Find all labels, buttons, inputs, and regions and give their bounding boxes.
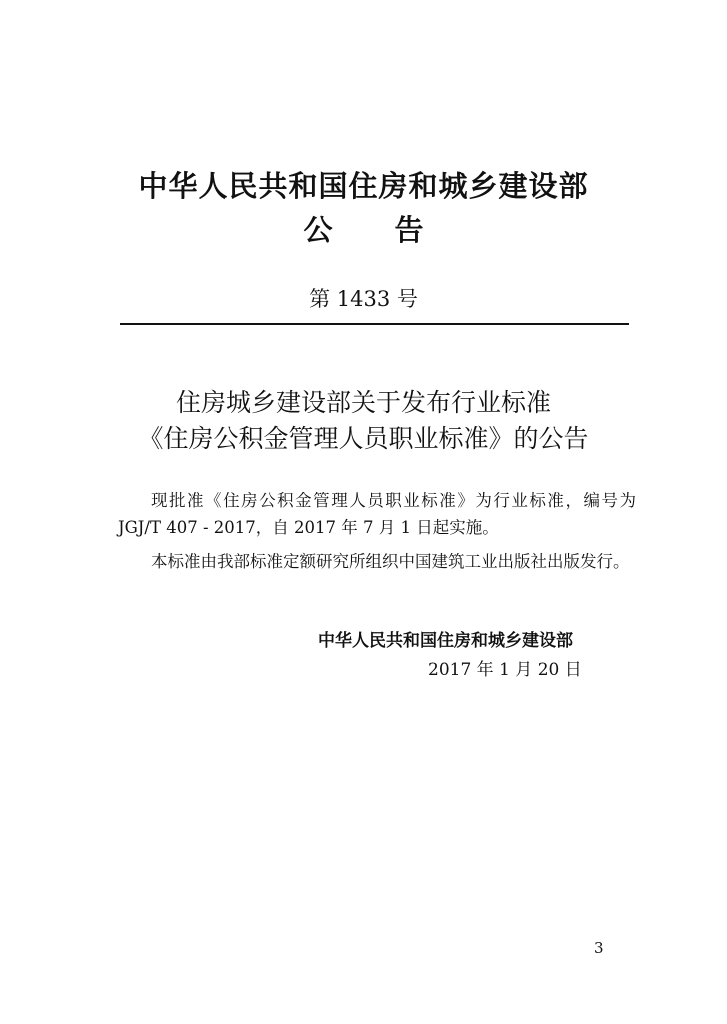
body-paragraph-1-text: 现批准《住房公积金管理人员职业标准》为行业标准，编号为 JGJ/T 407 - 2017，自 2017 年 7 月 1 日起实施。 [118, 491, 636, 537]
body-paragraph-2-text: 本标准由我部标准定额研究所组织中国建筑工业出版社出版发行。 [151, 552, 630, 571]
notice-label: 公告 [303, 213, 486, 247]
signature-organization: 中华人民共和国住房和城乡建设部 [318, 631, 573, 651]
body-paragraph-2 [118, 548, 636, 575]
notice-heading-line-2: 《住房公积金管理人员职业标准》的公告 [138, 424, 589, 453]
header-divider [120, 323, 629, 325]
notice-number: 第 1433 号 [309, 287, 418, 311]
notice-heading-line-1: 住房城乡建设部关于发布行业标准 [175, 388, 551, 417]
signature-date: 2017 年 1 月 20 日 [428, 660, 582, 680]
issuer-title: 中华人民共和国住房和城乡建设部 [138, 169, 589, 203]
body-paragraph-1 [118, 487, 636, 541]
page-number: 3 [594, 939, 604, 957]
